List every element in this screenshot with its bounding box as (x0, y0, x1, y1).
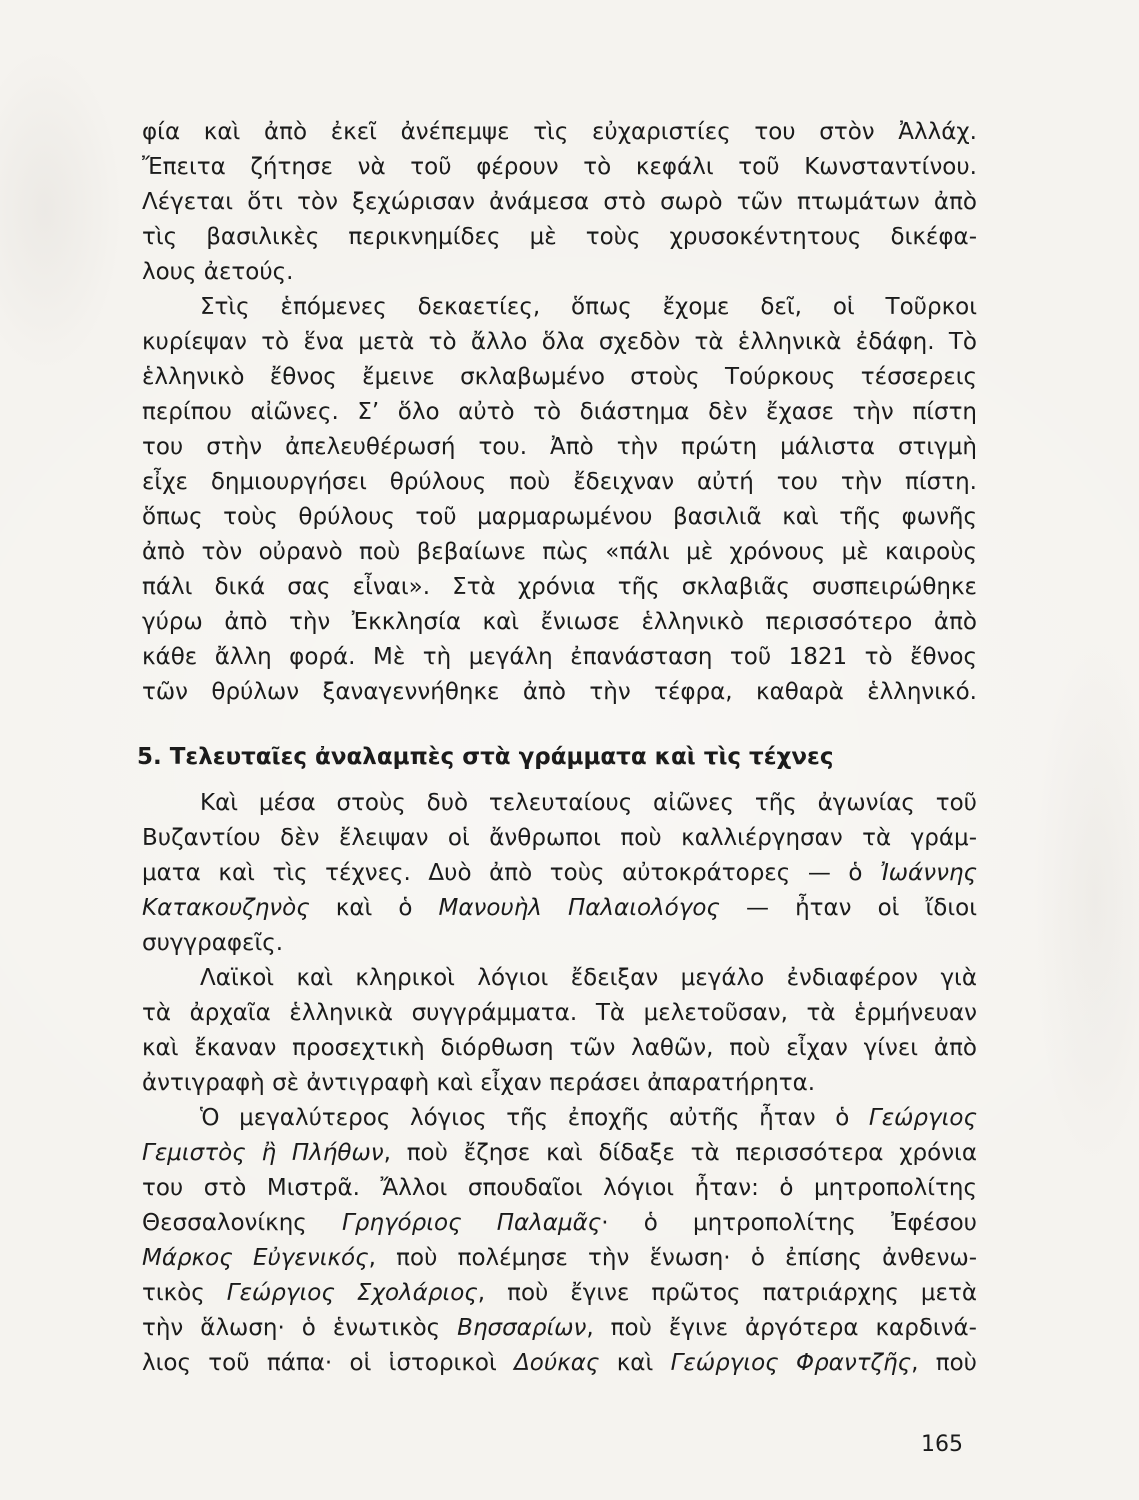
person-name: Ἰωάννης (880, 860, 977, 886)
person-name: Δούκας (514, 1350, 600, 1376)
text-line: ἑλληνικὸ ἔθνος ἔμεινε σκλαβωμένο στοὺς Τούρκους τέσσερεις (142, 364, 977, 390)
person-name: Γρηγόριος Παλαμᾶς (341, 1210, 602, 1236)
person-name: Μάρκος Εὐγενικός (142, 1245, 369, 1271)
paragraph (142, 786, 977, 961)
text-line: εἶχε δημιουργήσει θρύλους ποὺ ἔδειχναν αὐτή του τὴν πίστη. (142, 469, 977, 495)
text-line: κάθε ἄλλη φορά. Μὲ τὴ μεγάλη ἐπανάσταση τοῦ 1821 τὸ ἔθνος (142, 644, 977, 670)
text-segment: τικὸς (142, 1280, 227, 1306)
text-block-bottom (142, 786, 977, 1381)
text-line: τῶν θρύλων ξαναγεννήθηκε ἀπὸ τὴν τέφρα, καθαρὰ ἑλληνικό. (142, 679, 977, 705)
text-segment: Ὁ μεγαλύτερος λόγιος τῆς ἐποχῆς αὐτῆς ἦταν ὁ (200, 1105, 869, 1131)
text-line: ἀπὸ τὸν οὐρανὸ ποὺ βεβαίωνε πὼς «πάλι μὲ χρόνους μὲ καιροὺς (142, 539, 977, 565)
text-segment: ματα καὶ τὶς τέχνες. Δυὸ ἀπὸ τοὺς αὐτοκράτορες — ὁ (142, 860, 881, 886)
text-segment: , ποὺ (911, 1350, 977, 1376)
section-heading: 5. Τελευταῖες ἀναλαμπὲς στὰ γράμματα καὶ τὶς τέχνες (137, 744, 834, 770)
person-name: Γεώργιος Φραντζῆς (670, 1350, 912, 1376)
person-name: Μανουὴλ Παλαιολόγος (438, 895, 720, 921)
text-segment: , ποὺ ἔγινε ἀργότερα καρδινά- (586, 1315, 977, 1341)
paragraph (142, 961, 977, 1101)
text-segment: τὴν ἅλωση· ὁ ἑνωτικὸς (142, 1315, 458, 1341)
text-segment: · ὁ μητροπολίτης Ἐφέσου (601, 1210, 977, 1236)
text-segment: Θεσσαλονίκης (142, 1210, 342, 1236)
person-name: Γεώργιος Σχολάριος (226, 1280, 478, 1306)
text-line: γύρω ἀπὸ τὴν Ἐκκλησία καὶ ἔνιωσε ἑλληνικὸ περισσότερο ἀπὸ (142, 609, 977, 635)
text-line: Βυζαντίου δὲν ἔλειψαν οἱ ἄνθρωποι ποὺ καλλιέργησαν τὰ γράμ- (142, 825, 977, 851)
text-line: ὅπως τοὺς θρύλους τοῦ μαρμαρωμένου βασιλιᾶ καὶ τῆς φωνῆς (142, 504, 977, 530)
text-line: Στὶς ἑπόμενες δεκαετίες, ὅπως ἔχομε δεῖ, οἱ Τοῦρκοι (200, 294, 977, 320)
text-line (142, 1241, 977, 1276)
text-line: πάλι δικά σας εἶναι». Στὰ χρόνια τῆς σκλαβιᾶς συσπειρώθηκε (142, 574, 977, 600)
text-line (142, 1346, 977, 1381)
person-name: Γεώργιος (868, 1105, 977, 1131)
paragraph-continuation (142, 115, 977, 290)
text-line: συγγραφεῖς. (142, 930, 284, 956)
text-line: Λέγεται ὅτι τὸν ξεχώρισαν ἀνάμεσα στὸ σωρὸ τῶν πτωμάτων ἀπὸ (142, 189, 977, 215)
text-line: λους ἀετούς. (142, 259, 294, 285)
text-line (142, 1206, 977, 1241)
text-line: καὶ ἔκαναν προσεχτικὴ διόρθωση τῶν λαθῶν, ποὺ εἶχαν γίνει ἀπὸ (142, 1035, 977, 1061)
text-line: Ἔπειτα ζήτησε νὰ τοῦ φέρουν τὸ κεφάλι τοῦ Κωνσταντίνου. (142, 154, 977, 180)
paragraph (142, 1101, 977, 1381)
paragraph (142, 290, 977, 710)
text-segment: , ποὺ ἔγινε πρῶτος πατριάρχης μετὰ (477, 1280, 977, 1306)
text-line (142, 1276, 977, 1311)
page-number: 165 (921, 1432, 963, 1457)
text-line: Καὶ μέσα στοὺς δυὸ τελευταίους αἰῶνες τῆς ἀγωνίας τοῦ (200, 790, 977, 816)
text-line (142, 856, 977, 891)
text-segment: , ποὺ ἔζησε καὶ δίδαξε τὰ περισσότερα χρόνια (383, 1140, 977, 1166)
text-segment: λιος τοῦ πάπα· οἱ ἱστορικοὶ (142, 1350, 515, 1376)
text-line: ἀντιγραφὴ σὲ ἀντιγραφὴ καὶ εἶχαν περάσει ἀπαρατήρητα. (142, 1070, 816, 1096)
person-name: Βησσαρίων (457, 1315, 587, 1341)
text-line: τὶς βασιλικὲς περικνημίδες μὲ τοὺς χρυσοκέντητους δικέφα- (142, 224, 977, 250)
text-line: περίπου αἰῶνες. Σ’ ὅλο αὐτὸ τὸ διάστημα δὲν ἔχασε τὴν πίστη (142, 399, 977, 425)
person-name: Κατακουζηνὸς (142, 895, 310, 921)
text-line (142, 1311, 977, 1346)
text-line: του στὴν ἀπελευθέρωσή του. Ἀπὸ τὴν πρώτη μάλιστα στιγμὴ (142, 434, 977, 460)
text-line (142, 1136, 977, 1171)
person-name: Γεμιστὸς ἢ Πλήθων (142, 1140, 384, 1166)
text-line: τὰ ἀρχαῖα ἑλληνικὰ συγγράμματα. Τὰ μελετοῦσαν, τὰ ἑρμήνευαν (142, 1000, 977, 1026)
text-segment: — ἦταν οἱ ἴδιοι (719, 895, 977, 921)
text-line: του στὸ Μιστρᾶ. Ἄλλοι σπουδαῖοι λόγιοι ἦταν: ὁ μητροπολίτης (142, 1175, 977, 1201)
text-line: κυρίεψαν τὸ ἕνα μετὰ τὸ ἄλλο ὅλα σχεδὸν τὰ ἑλληνικὰ ἐδάφη. Τὸ (142, 329, 977, 355)
text-segment: , ποὺ πολέμησε τὴν ἕνωση· ὁ ἐπίσης ἀνθενω- (368, 1245, 978, 1271)
text-line (142, 1101, 977, 1136)
text-line: φία καὶ ἀπὸ ἐκεῖ ἀνέπεμψε τὶς εὐχαριστίες του στὸν Ἀλλάχ. (142, 119, 977, 145)
text-segment: καὶ (599, 1350, 671, 1376)
text-segment: καὶ ὁ (309, 895, 439, 921)
text-line: Λαϊκοὶ καὶ κληρικοὶ λόγιοι ἔδειξαν μεγάλο ἐνδιαφέρον γιὰ (200, 965, 977, 991)
text-block-top (142, 115, 977, 710)
text-line (142, 891, 977, 926)
